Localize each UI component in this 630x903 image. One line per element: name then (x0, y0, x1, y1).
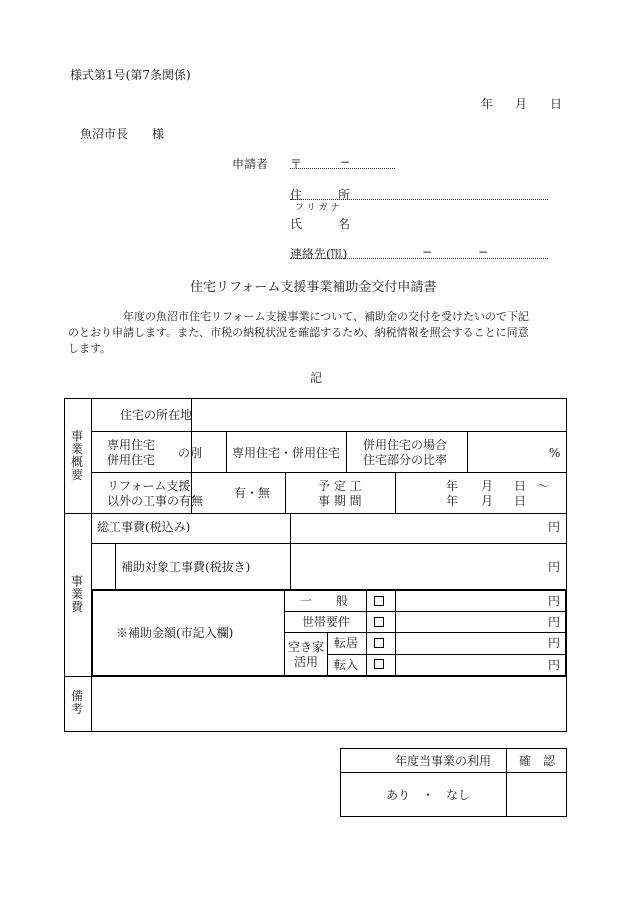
usage-label: 年度当事業の利用 (395, 754, 492, 768)
tilde: 〜 (537, 479, 550, 493)
end-month: 月 (481, 494, 494, 508)
type-options[interactable]: 専用住宅・併用住宅 (232, 446, 341, 460)
end-day: 日 (514, 494, 527, 508)
remarks-label: 備考 (70, 689, 83, 716)
postal-dash: − (340, 155, 351, 169)
relocation-label: 転居 (334, 636, 359, 650)
contact-dash-2: − (478, 245, 489, 259)
subsidy-amount-label: ※補助金額(市記入欄) (116, 626, 234, 640)
remarks-field[interactable] (92, 677, 566, 731)
schedule-label-1: 予 定 工 (318, 479, 362, 493)
start-day: 日 (514, 479, 527, 493)
move-in-checkbox[interactable] (374, 659, 384, 669)
vacant-label-1: 空き家 (288, 640, 325, 654)
name-label-2: 名 (338, 217, 351, 231)
move-in-label: 転入 (334, 658, 359, 672)
name-label-1: 氏 (290, 217, 303, 231)
subsidy-cost-yen: 円 (548, 560, 561, 574)
type-label-2: 併用住宅 (107, 453, 156, 467)
addressee: 魚沼市長 (80, 127, 129, 141)
general-label: 一 般 (300, 594, 349, 608)
address-label-2: 所 (338, 188, 351, 202)
end-year: 年 (446, 494, 459, 508)
document-title: 住宅リフォーム支援事業補助金交付申請書 (190, 280, 437, 295)
postal-mark: 〒 (290, 157, 303, 171)
address-label-1: 住 (290, 188, 303, 202)
start-month: 月 (481, 479, 494, 493)
ratio-label-2: 住宅部分の比率 (363, 453, 448, 467)
relocation-yen: 円 (548, 636, 561, 650)
total-cost-label: 総工事費(税込み) (97, 520, 191, 534)
start-year: 年 (446, 479, 459, 493)
type-label-1: 専用住宅 (107, 438, 156, 452)
ratio-field[interactable] (468, 432, 543, 472)
body-text-line-2: のとおり申請します。また、市税の納税状況を確認するため、納税情報を照会することに同意 (68, 326, 529, 339)
cost-label: 事業費 (70, 574, 83, 614)
date-month: 月 (515, 97, 528, 111)
usage-options[interactable]: あり ・ なし (386, 788, 471, 802)
other-work-label-1: リフォーム支援 (107, 479, 191, 493)
ratio-unit: % (549, 446, 561, 460)
location-label: 住宅の所在地 (120, 408, 193, 422)
ki-label: 記 (310, 371, 323, 385)
household-yen: 円 (548, 615, 561, 629)
subsidy-cost-label: 補助対象工事費(税抜き) (121, 560, 251, 574)
relocation-checkbox[interactable] (374, 638, 384, 648)
other-work-label-2: 以外の工事の有無 (107, 494, 204, 508)
ratio-label-1: 併用住宅の場合 (363, 438, 448, 452)
body-text-line-3: します。 (68, 342, 112, 355)
total-cost-field[interactable] (291, 514, 541, 543)
subsidy-cost-field[interactable] (291, 544, 541, 589)
other-work-options[interactable]: 有・無 (234, 486, 271, 500)
general-yen: 円 (548, 594, 561, 608)
furigana-label: フリガナ (295, 203, 343, 213)
overview-label: 事業概要 (70, 429, 83, 482)
contact-dash-1: − (422, 245, 433, 259)
location-field[interactable] (192, 399, 566, 431)
confirm-field[interactable] (507, 773, 566, 816)
household-checkbox[interactable] (374, 617, 384, 627)
general-checkbox[interactable] (374, 596, 384, 606)
date-day: 日 (550, 97, 563, 111)
name-field[interactable] (355, 210, 548, 230)
total-cost-yen: 円 (548, 520, 561, 534)
confirm-label: 確 認 (519, 754, 556, 768)
date-year: 年 (481, 97, 494, 111)
applicant-label: 申請者 (232, 157, 269, 171)
vacant-label-2: 活用 (294, 655, 319, 669)
address-field[interactable] (290, 185, 548, 200)
household-label: 世帯要件 (302, 615, 351, 629)
contact-label: 連絡先(℡) (290, 247, 348, 261)
honorific: 様 (152, 127, 165, 141)
body-text-line-1: 年度の魚沼市住宅リフォーム支援事業について、補助金の交付を受けたいので下記 (123, 310, 530, 323)
schedule-label-2: 事 期 間 (318, 494, 362, 508)
type-label-suffix: の別 (178, 446, 203, 460)
move-in-yen: 円 (548, 658, 561, 672)
form-id: 様式第1号(第7条関係) (70, 68, 191, 82)
